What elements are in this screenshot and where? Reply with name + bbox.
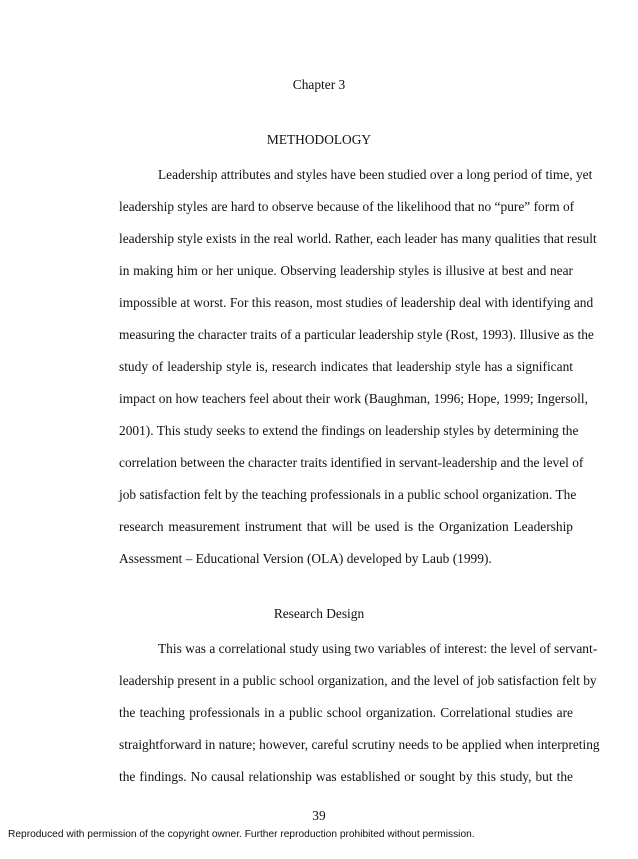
paragraph-line: job satisfaction felt by the teaching professionals in a public school organization. The: [119, 487, 577, 502]
paragraph-line: measuring the character traits of a particular leadership style (Rost, 1993). Illusive as the: [119, 327, 594, 342]
subsection-title: Research Design: [273, 606, 365, 621]
paragraph-line: straightforward in nature; however, careful scrutiny needs to be applied when interpreting: [119, 737, 600, 752]
chapter-heading: Chapter 3: [292, 77, 346, 92]
paragraph-line: in making him or her unique. Observing leadership styles is illusive at best and near: [119, 263, 573, 278]
paragraph-line: the findings. No causal relationship was established or sought by this study, but the: [119, 769, 573, 784]
paragraph-line: impact on how teachers feel about their work (Baughman, 1996; Hope, 1999; Ingersoll,: [119, 391, 588, 406]
copyright-footer: Reproduced with permission of the copyright owner. Further reproduction prohibited without permission.: [8, 829, 475, 840]
paragraph-line: research measurement instrument that will be used is the Organization Leadership: [119, 519, 573, 534]
paragraph-line: study of leadership style is, research indicates that leadership style has a significant: [119, 359, 573, 374]
paragraph-line: correlation between the character traits identified in servant-leadership and the level of: [119, 455, 584, 470]
paragraph-line: leadership present in a public school organization, and the level of job satisfaction felt by: [119, 673, 597, 688]
paragraph-line: This was a correlational study using two variables of interest: the level of servant-: [158, 641, 598, 656]
page-number: 39: [312, 808, 326, 823]
paragraph-line: Assessment – Educational Version (OLA) developed by Laub (1999).: [119, 551, 492, 566]
paragraph-line: Leadership attributes and styles have been studied over a long period of time, yet: [158, 167, 593, 182]
paragraph-line: impossible at worst. For this reason, most studies of leadership deal with identifying and: [119, 295, 594, 310]
section-title: METHODOLOGY: [266, 132, 372, 147]
paragraph-line: leadership styles are hard to observe because of the likelihood that no “pure” form of: [119, 199, 575, 214]
paragraph-line: 2001). This study seeks to extend the findings on leadership styles by determining the: [119, 423, 579, 438]
paragraph-line: the teaching professionals in a public school organization. Correlational studies are: [119, 705, 573, 720]
paragraph-line: leadership style exists in the real world. Rather, each leader has many qualities that result: [119, 231, 597, 246]
